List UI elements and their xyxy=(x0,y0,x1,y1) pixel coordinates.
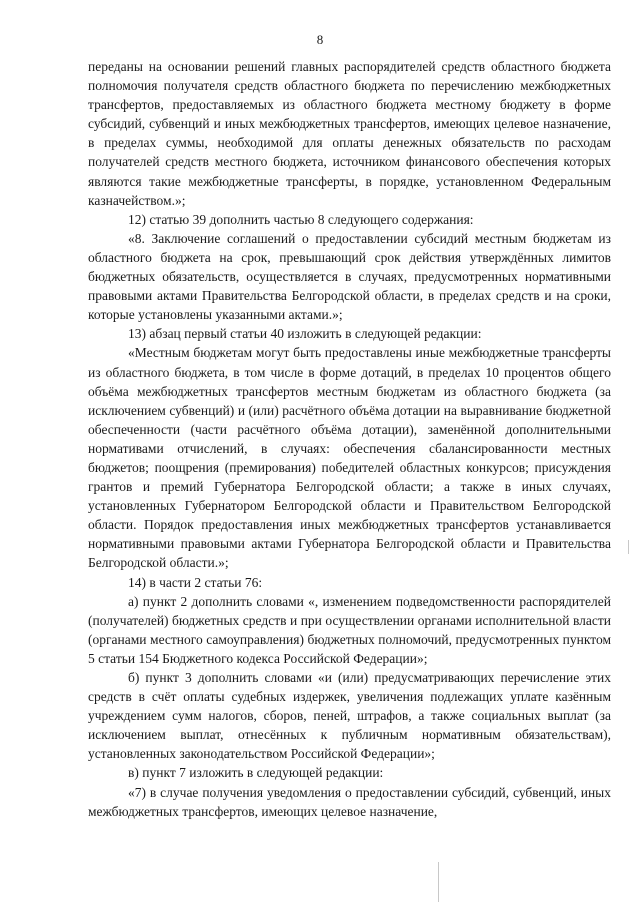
paragraph-subitem-v: в) пункт 7 изложить в следующей редакции: xyxy=(128,765,384,781)
paragraph-quote-article-40: «Местным бюджетам могут быть предоставлены иные межбюджетные трансферты из областного бюджета, в том числе в форме дотаций, в пределах 10 процентов общего объёма межбюджетных трансфертов местным бюджетам из областного бюджета (за исключением субвенций) и (или) расчётного объёма дотации на выравнивание бюджетной обеспеченности (части расчётного объёма дотации), заменённой дополнительными нормативами отчислений, в случаях: обеспечения сбалансированности местных бюджетов; поощрения (премирования) победителей областных конкурсов; присуждения грантов и премий Губернатора Белгородской области; а также в иных случаях, установленных Губернатором Белгородской области и Правительством Белгородской области. Порядок предоставления иных межбюджетных трансфертов устанавливается нормативными правовыми актами Губернатора Белгородской области и Правительства Белгородской области.»; xyxy=(88,345,611,571)
paragraph-quote-point-7: «7) в случае получения уведомления о предоставлении субсидий, субвенций, иных межбюджетных трансфертов, имеющих целевое назначение, xyxy=(88,784,611,819)
scan-artifact-line xyxy=(438,862,439,902)
paragraph-item-12: 12) статью 39 дополнить частью 8 следующего содержания: xyxy=(128,211,474,227)
paragraph-item-14: 14) в части 2 статьи 76: xyxy=(128,574,263,590)
scan-artifact-line xyxy=(628,540,629,554)
document-body xyxy=(88,57,611,821)
paragraph-item-13: 13) абзац первый статьи 40 изложить в следующей редакции: xyxy=(128,326,482,342)
page-number: 8 xyxy=(316,32,324,47)
paragraph-subitem-a: а) пункт 2 дополнить словами «, изменением подведомственности распорядителей (получателей) бюджетных средств и при осуществлении органами исполнительной власти (органами местного самоуправления) бюджетных полномочий, предусмотренных пунктом 5 статьи 154 Бюджетного кодекса Российской Федерации»; xyxy=(88,593,611,666)
paragraph-subitem-b: б) пункт 3 дополнить словами «и (или) предусматривающих перечисление этих средств в счёт оплаты судебных издержек, увеличения подлежащих уплате казённым учреждением сумм налогов, сборов, пеней, штрафов, а также социальных выплат (за исключением выплат, отнесённых к публичным нормативным обязательствам), установленных законодательством Российской Федерации»; xyxy=(88,670,611,762)
paragraph-continuation: переданы на основании решений главных распорядителей средств областного бюджета полномочия получателя средств областного бюджета по перечислению межбюджетных трансфертов, предоставляемых из областного бюджета местному бюджету в форме субсидий, субвенций и иных межбюджетных трансфертов, имеющих целевое назначение, в пределах суммы, необходимой для оплаты денежных обязательств по расходам получателей средств местного бюджета, источником финансового обеспечения которых являются такие межбюджетные трансферты, в порядке, установленном Федеральным казначейством.»; xyxy=(88,59,611,208)
paragraph-quote-part-8: «8. Заключение соглашений о предоставлении субсидий местным бюджетам из областного бюджета на срок, превышающий срок действия утверждённых лимитов бюджетных обязательств, осуществляется в случаях, предусмотренных нормативными правовыми актами Правительства Белгородской области, в пределах средств и на сроки, которые установлены указанными актами.»; xyxy=(88,230,611,323)
